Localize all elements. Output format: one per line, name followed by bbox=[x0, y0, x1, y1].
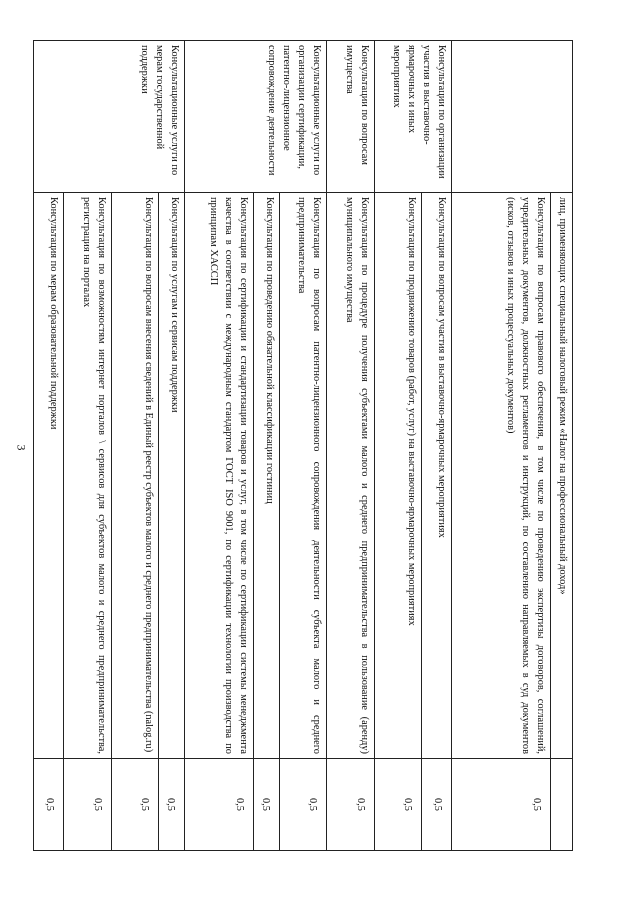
services-table bbox=[33, 40, 573, 850]
service-cell: Консультация по вопросам участия в выставочно-ярмарочных мероприятиях bbox=[422, 193, 452, 759]
value-cell: 0,5 bbox=[111, 759, 158, 851]
table-row bbox=[279, 41, 326, 851]
service-cell: Консультация по сертификации и стандартизации товаров и услуг, в том числе по сертификации системы менеджмента качества в соответствии с международным стандартом ГОСТ ISO 9001, по сертификации технологии производства по принципам ХАССП bbox=[184, 193, 253, 759]
service-cell: Консультация по процедуре получения субъектами малого и среднего предпринимательства в пользование (аренду) муниципального имущества bbox=[327, 193, 374, 759]
category-cell: Консультационные услуги по организации сертификации, патентно-лицензионное сопровождение деятельности bbox=[184, 41, 326, 193]
value-cell: 0,5 bbox=[159, 759, 185, 851]
value-cell: 0,5 bbox=[34, 759, 64, 851]
service-cell: Консультация по проведению обязательной классификации гостиниц bbox=[253, 193, 279, 759]
value-cell: 0,5 bbox=[422, 759, 452, 851]
category-cell: Консультационные услуги по мерам государственной поддержки bbox=[34, 41, 185, 193]
category-cell: Консультации по организации участия в выставочно-ярмарочных и иных мероприятиях bbox=[374, 41, 452, 193]
service-cell: Консультация по мерам образовательной поддержки bbox=[34, 193, 64, 759]
service-cell: Консультация по возможностям интернет порталов \ сервисов для субъектов малого и среднего предпринимательства, регистрация на порталах bbox=[64, 193, 111, 759]
value-cell: 0,5 bbox=[327, 759, 374, 851]
table-row bbox=[327, 41, 374, 851]
table-row bbox=[551, 41, 573, 851]
value-cell: 0,5 bbox=[184, 759, 253, 851]
service-cell: Консультация по услугам и сервисам поддержки bbox=[159, 193, 185, 759]
table-row bbox=[452, 41, 551, 851]
service-cell: Консультация по вопросам патентно-лицензионного сопровождения деятельности субъекта малого и среднего предпринимательства bbox=[279, 193, 326, 759]
category-cell bbox=[551, 41, 573, 193]
service-cell: Консультация по вопросам правового обеспечения, в том числе по проведению экспертизы договоров, соглашений, учредительных документов, должностных регламентов и инструкций, по составлению направляемых в суд документов (исков, отзывов и иных процессуальных документов) bbox=[452, 193, 551, 759]
category-cell bbox=[452, 41, 551, 193]
value-cell: 0,5 bbox=[452, 759, 551, 851]
service-cell: лиц, применяющих специальный налоговый режим «Налог на профессиональный доход» bbox=[551, 193, 573, 759]
page-number: 3 bbox=[14, 444, 29, 451]
table-row bbox=[159, 41, 185, 851]
table-row bbox=[422, 41, 452, 851]
category-cell: Консультации по вопросам имущества bbox=[327, 41, 374, 193]
value-cell: 0,5 bbox=[64, 759, 111, 851]
value-cell: 0,5 bbox=[279, 759, 326, 851]
value-cell bbox=[551, 759, 573, 851]
service-cell: Консультация по продвижению товаров (работ, услуг) на выставочно-ярмарочных мероприятиях bbox=[374, 193, 421, 759]
value-cell: 0,5 bbox=[253, 759, 279, 851]
service-cell: Консультация по вопросам внесения сведений в Единый реестр субъектов малого и среднего предпринимательства (nalog.ru) bbox=[111, 193, 158, 759]
value-cell: 0,5 bbox=[374, 759, 421, 851]
